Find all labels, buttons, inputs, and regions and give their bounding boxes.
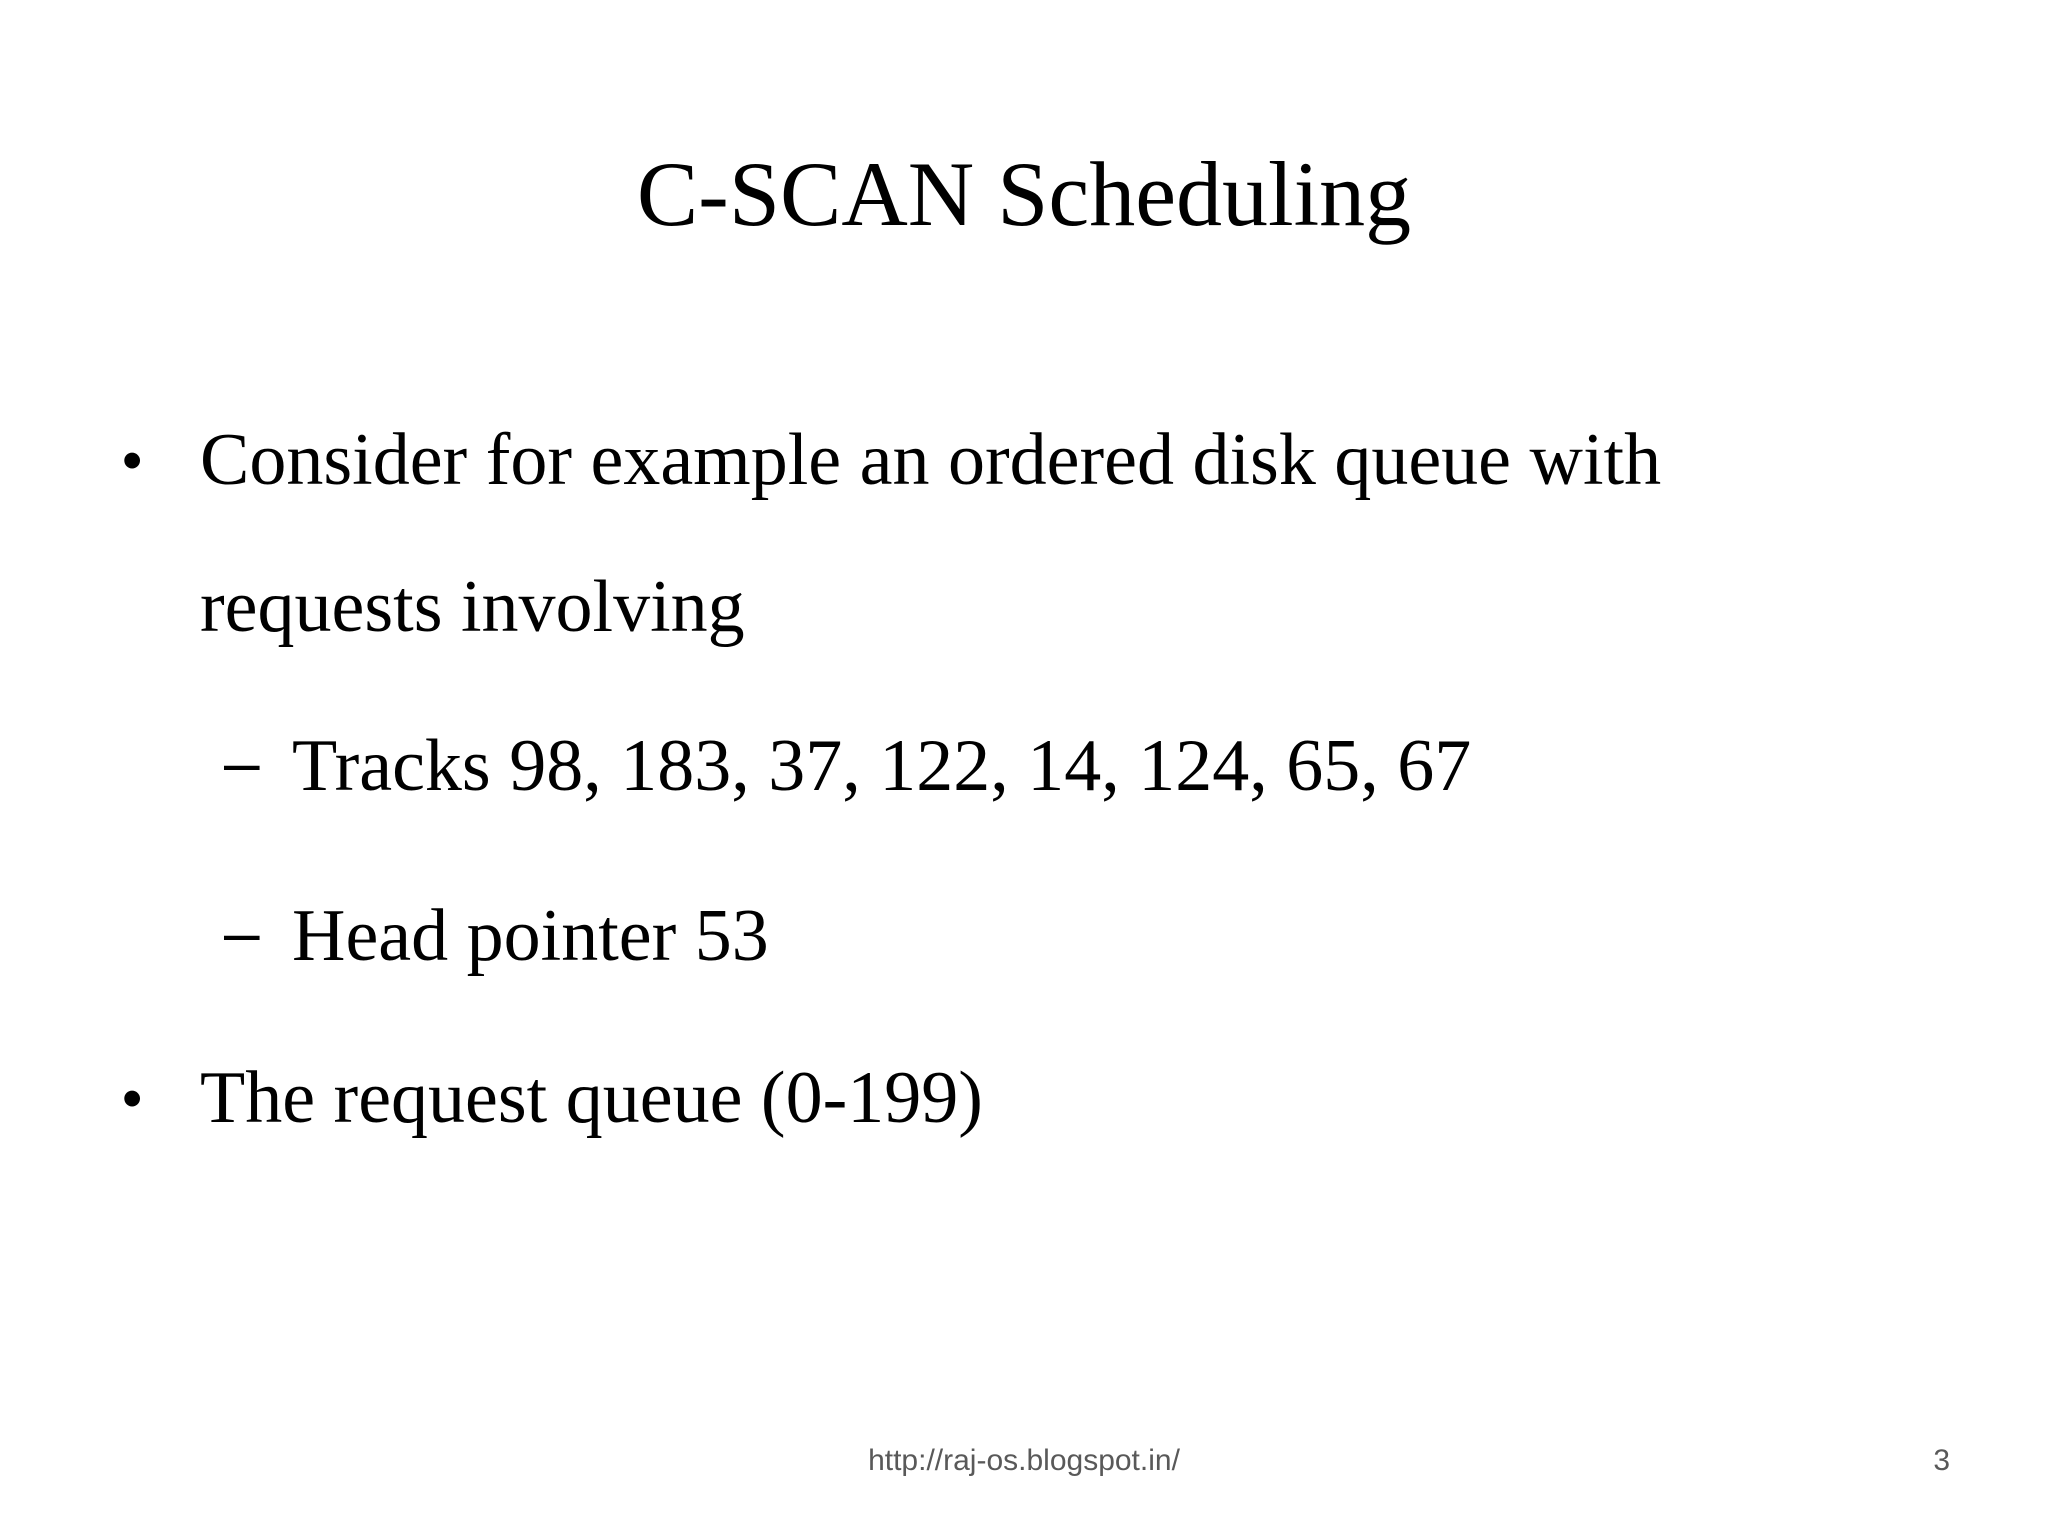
bullet-icon: • [122,428,143,493]
subitem-tracks: Tracks 98, 183, 37, 122, 14, 124, 65, 67 [292,725,1472,807]
bullet-1-line-2: requests involving [200,566,745,648]
footer-url: http://raj-os.blogspot.in/ [868,1444,1180,1477]
bullet-icon: • [122,1066,143,1131]
slide-number: 3 [1933,1444,1950,1477]
slide-title: C-SCAN Scheduling [636,143,1412,245]
dash-icon: – [224,896,260,968]
subitem-head-pointer: Head pointer 53 [292,895,769,977]
bullet-1-line-1: Consider for example an ordered disk queue with [200,419,1662,501]
dash-icon: – [224,726,260,798]
bullet-2-line-1: The request queue (0-199) [200,1057,983,1139]
